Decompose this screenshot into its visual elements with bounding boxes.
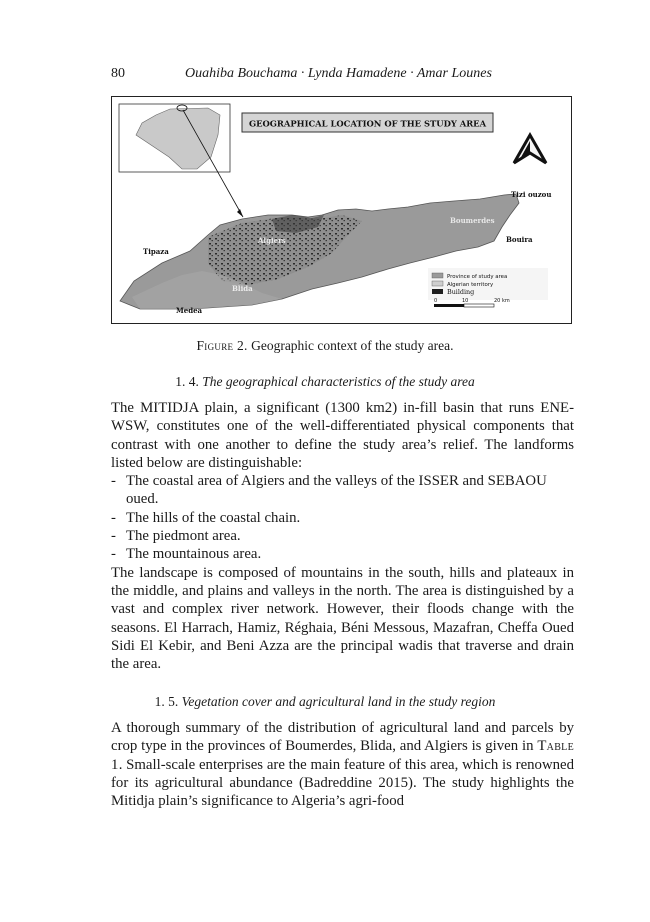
figure-caption <box>0 338 650 354</box>
figure-map <box>111 96 572 324</box>
section-number: 1. 4. <box>175 374 203 389</box>
label-bouira: Bouira <box>506 235 533 244</box>
landform-list <box>111 472 574 563</box>
section-title: The geographical characteristics of the study area <box>202 374 475 389</box>
scale-label-10: 10 <box>462 298 469 304</box>
legend-territory: Algerian territory <box>447 282 494 288</box>
label-algiers: Algiers <box>258 236 286 245</box>
paragraph-intro: The MITIDJA plain, a significant (1300 km2) in-fill basin that runs ENE-WSW, constitutes one of the well-differentiated physical components that contrast with one another to define the study area’s relief. The landforms listed below are distinguishable: <box>111 400 574 471</box>
paragraph-landscape: The landscape is composed of mountains in the south, hills and plateaux in the middle, and plains and valleys in the north. The area is distinguished by a vast and complex river network. However, their floods change with the seasons. El Harrach, Hamiz, Réghaia, Béni Messous, Mazafran, Cheffa Oued Sidi El Kebir, and Beni Azza are the principal wadis that traverse and drain the area. <box>111 564 574 673</box>
paragraph-vegetation <box>111 719 574 810</box>
paragraph-text-before: A thorough summary of the distribution of agricultural land and parcels by crop type in the provinces of Boumerdes, Blida, and Algiers is given in <box>111 720 574 755</box>
list-item-text: The coastal area of Algiers and the valleys of the ISSER and SEBAOU oued. <box>126 473 547 508</box>
section-1-4-body <box>111 399 574 673</box>
label-tizi-ouzou: Tizi ouzou <box>511 190 552 199</box>
legend-building-swatch <box>432 289 443 294</box>
legend-province-swatch <box>432 273 443 278</box>
list-item: - The hills of the coastal chain. <box>111 509 301 526</box>
page-number: 80 <box>111 66 125 81</box>
running-head <box>111 66 574 86</box>
list-item-text: The hills of the coastal chain. <box>126 509 301 526</box>
list-item-text: The piedmont area. <box>126 528 241 545</box>
section-title: Vegetation cover and agricultural land in the study region <box>181 694 496 709</box>
section-number: 1. 5. <box>154 694 182 709</box>
north-arrow-icon <box>514 135 546 163</box>
table-reference: Table 1 <box>111 738 574 773</box>
label-boumerdes: Boumerdes <box>450 216 495 225</box>
list-item-text: The mountainous area. <box>126 546 262 563</box>
legend-building: Building <box>447 288 475 296</box>
label-medea: Medea <box>176 306 203 315</box>
map-legend <box>428 268 548 300</box>
author-names: Ouahiba Bouchama · Lynda Hamadene · Amar Lounes <box>185 66 492 81</box>
figure-label: Figure 2. <box>196 338 248 353</box>
section-heading-1-5 <box>0 694 650 710</box>
legend-territory-swatch <box>432 281 443 286</box>
label-tipaza: Tipaza <box>143 247 169 256</box>
study-area-map <box>112 97 572 324</box>
inset-map <box>119 104 243 217</box>
scale-label-20: 20 km <box>494 298 510 304</box>
list-item: - The coastal area of Algiers and the valleys of the ISSER and SEBAOU oued. <box>111 473 547 508</box>
paragraph-text-after: . Small-scale enterprises are the main feature of this area, which is renowned for its agricultural abundance (Badreddine 2015). The study highlights the Mitidja plain’s significance to Algeria’s agri-food <box>111 756 574 810</box>
label-blida: Blida <box>232 284 253 293</box>
section-heading-1-4 <box>0 374 650 390</box>
scale-label-0: 0 <box>434 298 438 304</box>
legend-province: Province of study area <box>447 274 508 280</box>
list-item: - The mountainous area. <box>111 546 262 563</box>
map-title-box <box>242 113 493 132</box>
figure-caption-text: Geographic context of the study area. <box>247 338 454 353</box>
section-1-5-body <box>111 719 574 810</box>
map-title: GEOGRAPHICAL LOCATION OF THE STUDY AREA <box>248 118 487 129</box>
list-item: - The piedmont area. <box>111 528 241 545</box>
